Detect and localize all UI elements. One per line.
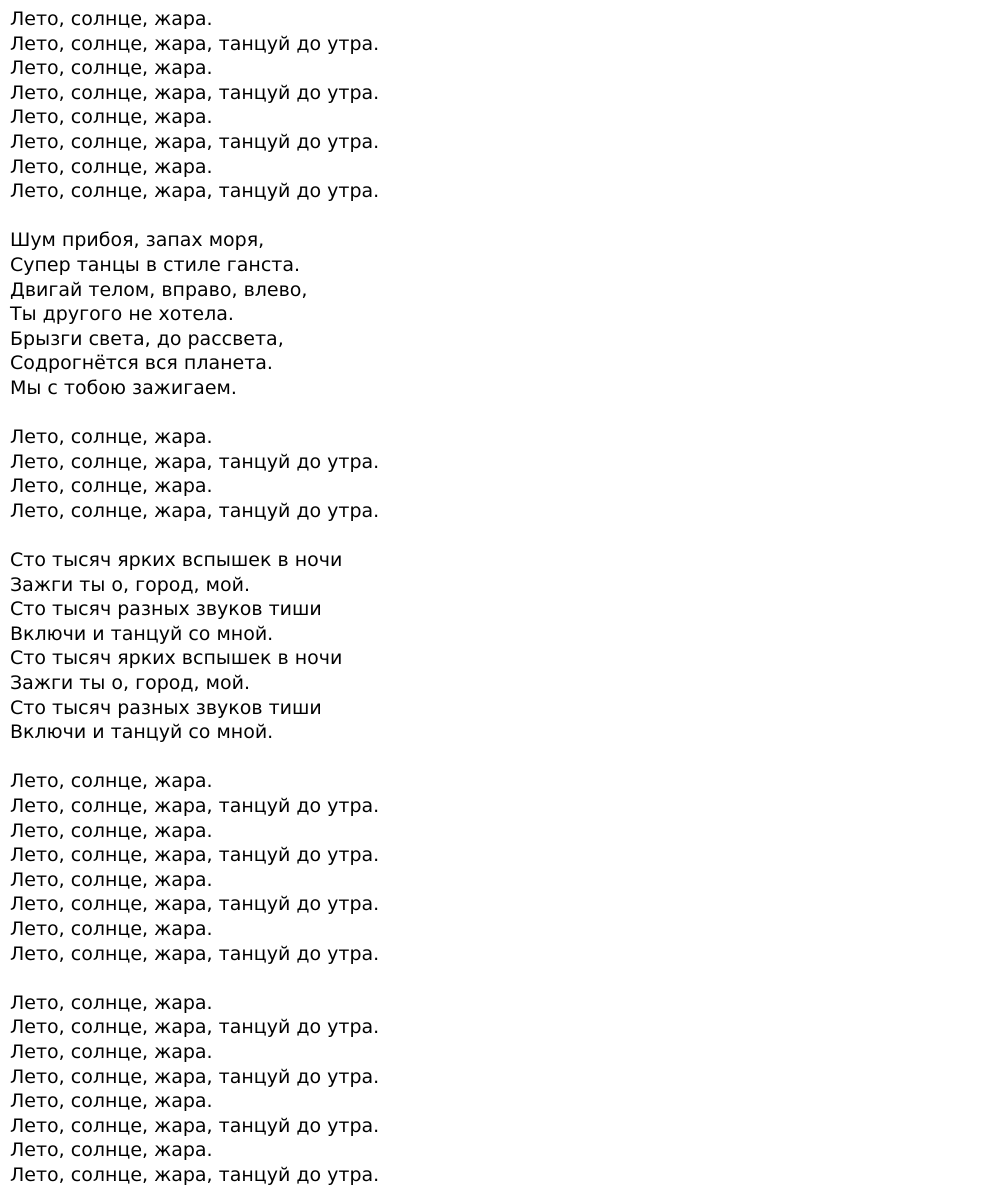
- lyric-line: Брызги света, до рассвета,: [10, 327, 284, 350]
- lyric-line: Лето, солнце, жара.: [10, 8, 213, 30]
- lyric-line: Лето, солнце, жара.: [10, 868, 213, 891]
- stanza: [10, 425, 379, 523]
- lyric-line: Лето, солнце, жара, танцуй до утра.: [10, 795, 380, 817]
- lyric-line: Лето, солнце, жара.: [10, 475, 213, 498]
- lyric-line: Содрогнётся вся планета.: [10, 352, 273, 375]
- lyric-line: Лето, солнце, жара, танцуй до утра.: [10, 81, 380, 104]
- lyric-line: Сто тысяч ярких вспышек в ночи: [10, 647, 343, 670]
- lyric-line: Включи и танцуй со мной.: [10, 721, 274, 744]
- lyric-line: Ты другого не хотела.: [10, 303, 234, 326]
- lyric-line: Зажги ты о, город, мой.: [10, 573, 250, 596]
- lyric-line: Лето, солнце, жара.: [10, 1139, 213, 1162]
- lyric-line: Двигай телом, вправо, влево,: [10, 278, 308, 301]
- lyric-line: Лето, солнце, жара, танцуй до утра.: [10, 130, 380, 153]
- lyric-line: Мы с тобою зажигаем.: [10, 376, 237, 399]
- lyric-line: Сто тысяч ярких вспышек в ночи: [10, 549, 343, 572]
- lyric-line: Лето, солнце, жара, танцуй до утра.: [10, 1163, 380, 1186]
- lyric-line: Лето, солнце, жара.: [10, 155, 213, 178]
- lyric-line: Лето, солнце, жара, танцуй до утра.: [10, 844, 380, 867]
- lyric-line: Лето, солнце, жара, танцуй до утра.: [10, 180, 380, 203]
- stanza: [10, 991, 379, 1188]
- lyric-line: Сто тысяч разных звуков тиши: [10, 696, 322, 719]
- lyric-line: Лето, солнце, жара.: [10, 991, 213, 1014]
- lyric-line: Супер танцы в стиле ганста.: [10, 253, 301, 276]
- lyric-line: Лето, солнце, жара.: [10, 426, 213, 449]
- lyric-line: Шум прибоя, запах моря,: [10, 229, 265, 252]
- lyric-line: Лето, солнце, жара, танцуй до утра.: [10, 942, 380, 965]
- stanza: [10, 548, 379, 745]
- lyric-line: Зажги ты о, город, мой.: [10, 672, 250, 695]
- lyric-line: Лето, солнце, жара, танцуй до утра.: [10, 1016, 380, 1039]
- lyric-line: Лето, солнце, жара.: [10, 917, 213, 940]
- lyric-line: Сто тысяч разных звуков тиши: [10, 598, 322, 621]
- lyric-line: Лето, солнце, жара, танцуй до утра.: [10, 1114, 380, 1137]
- lyric-line: Лето, солнце, жара, танцуй до утра.: [10, 893, 380, 916]
- lyric-line: Лето, солнце, жара.: [10, 770, 213, 793]
- lyric-line: Лето, солнце, жара.: [10, 57, 213, 80]
- lyric-line: Включи и танцуй со мной.: [10, 622, 274, 645]
- stanza: [10, 228, 379, 400]
- lyric-line: Лето, солнце, жара, танцуй до утра.: [10, 499, 380, 522]
- lyric-line: Лето, солнце, жара.: [10, 819, 213, 842]
- lyric-line: Лето, солнце, жара.: [10, 1090, 213, 1113]
- stanza: [10, 769, 379, 966]
- stanza: [10, 7, 379, 204]
- lyric-line: Лето, солнце, жара, танцуй до утра.: [10, 1065, 380, 1088]
- lyrics-text: [10, 7, 379, 1188]
- lyric-line: Лето, солнце, жара, танцуй до утра.: [10, 450, 380, 473]
- lyric-line: Лето, солнце, жара.: [10, 1040, 213, 1063]
- lyric-line: Лето, солнце, жара.: [10, 106, 213, 129]
- lyric-line: Лето, солнце, жара, танцуй до утра.: [10, 32, 380, 55]
